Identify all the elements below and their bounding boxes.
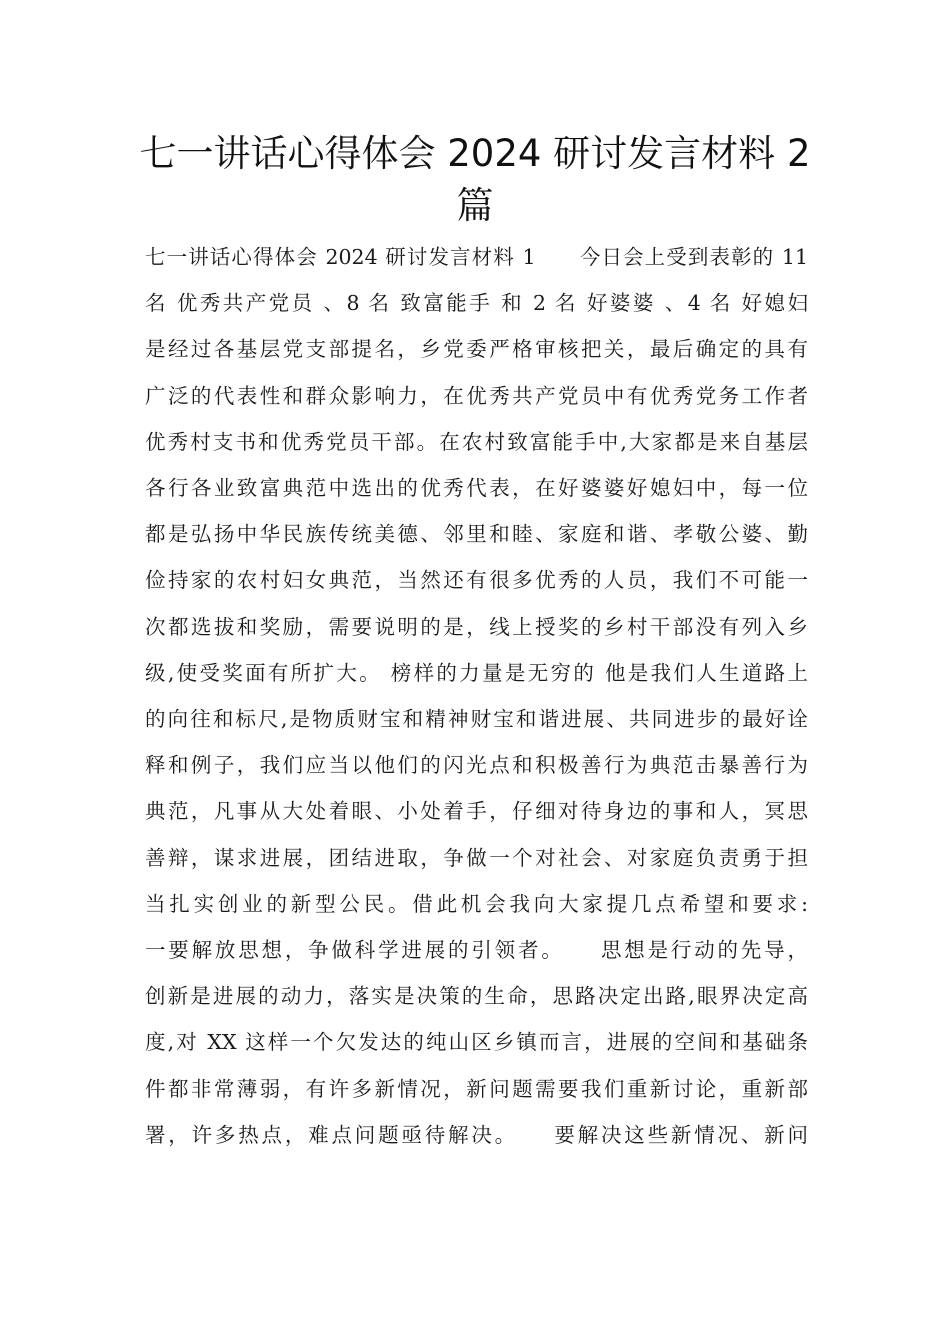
document-body bbox=[145, 234, 808, 1158]
body-line: 七一讲话心得体会 2024 研讨发言材料 1 今日会上受到表彰的 11 bbox=[145, 245, 808, 269]
body-line: 各行各业致富典范中选出的优秀代表，在好婆婆好媳妇中，每一位 bbox=[145, 476, 808, 501]
body-line: 度,对 XX 这样一个欠发达的纯山区乡镇而言，进展的空间和基础条 bbox=[145, 1030, 808, 1055]
document-title bbox=[120, 128, 830, 232]
body-line: 当扎实创业的新型公民。借此机会我向大家提几点希望和要求: bbox=[145, 891, 808, 916]
body-line: 优秀村支书和优秀党员干部。在农村致富能手中,大家都是来自基层 bbox=[145, 429, 808, 454]
body-line: 署，许多热点，难点问题亟待解决。 要解决这些新情况、新问 bbox=[145, 1122, 808, 1147]
body-line: 的向往和标尺,是物质财宝和精神财宝和谐进展、共同进步的最好诠 bbox=[145, 707, 808, 732]
body-line: 次都选拔和奖励，需要说明的是，线上授奖的乡村干部没有列入乡 bbox=[145, 614, 808, 639]
title-line-2: 篇 bbox=[456, 184, 494, 227]
body-line: 善辩，谋求进展，团结进取，争做一个对社会、对家庭负责勇于担 bbox=[145, 845, 808, 870]
body-line: 广泛的代表性和群众影响力，在优秀共产党员中有优秀党务工作者 bbox=[145, 383, 808, 408]
body-line: 都是弘扬中华民族传统美德、邻里和睦、家庭和谐、孝敬公婆、勤 bbox=[145, 522, 808, 547]
body-line: 俭持家的农村妇女典范，当然还有很多优秀的人员，我们不可能一 bbox=[145, 568, 808, 593]
body-line: 件都非常薄弱，有许多新情况，新问题需要我们重新讨论，重新部 bbox=[145, 1076, 808, 1101]
body-line: 释和例子，我们应当以他们的闪光点和积极善行为典范击暴善行为 bbox=[145, 753, 808, 778]
body-line: 是经过各基层党支部提名，乡党委严格审核把关，最后确定的具有 bbox=[145, 337, 808, 362]
body-line: 典范，凡事从大处着眼、小处着手，仔细对待身边的事和人，冥思 bbox=[145, 799, 808, 824]
body-line: 名 优秀共产党员 、8 名 致富能手 和 2 名 好婆婆 、4 名 好媳妇 bbox=[145, 291, 808, 316]
body-line: 创新是进展的动力，落实是决策的生命，思路决定出路,眼界决定高 bbox=[145, 984, 808, 1009]
title-line-1: 七一讲话心得体会 2024 研讨发言材料 2 bbox=[139, 132, 811, 175]
body-line: 一要解放思想，争做科学进展的引领者。 思想是行动的先导， bbox=[145, 938, 808, 963]
body-line: 级,使受奖面有所扩大。 榜样的力量是无穷的 他是我们人生道路上 bbox=[145, 660, 808, 685]
